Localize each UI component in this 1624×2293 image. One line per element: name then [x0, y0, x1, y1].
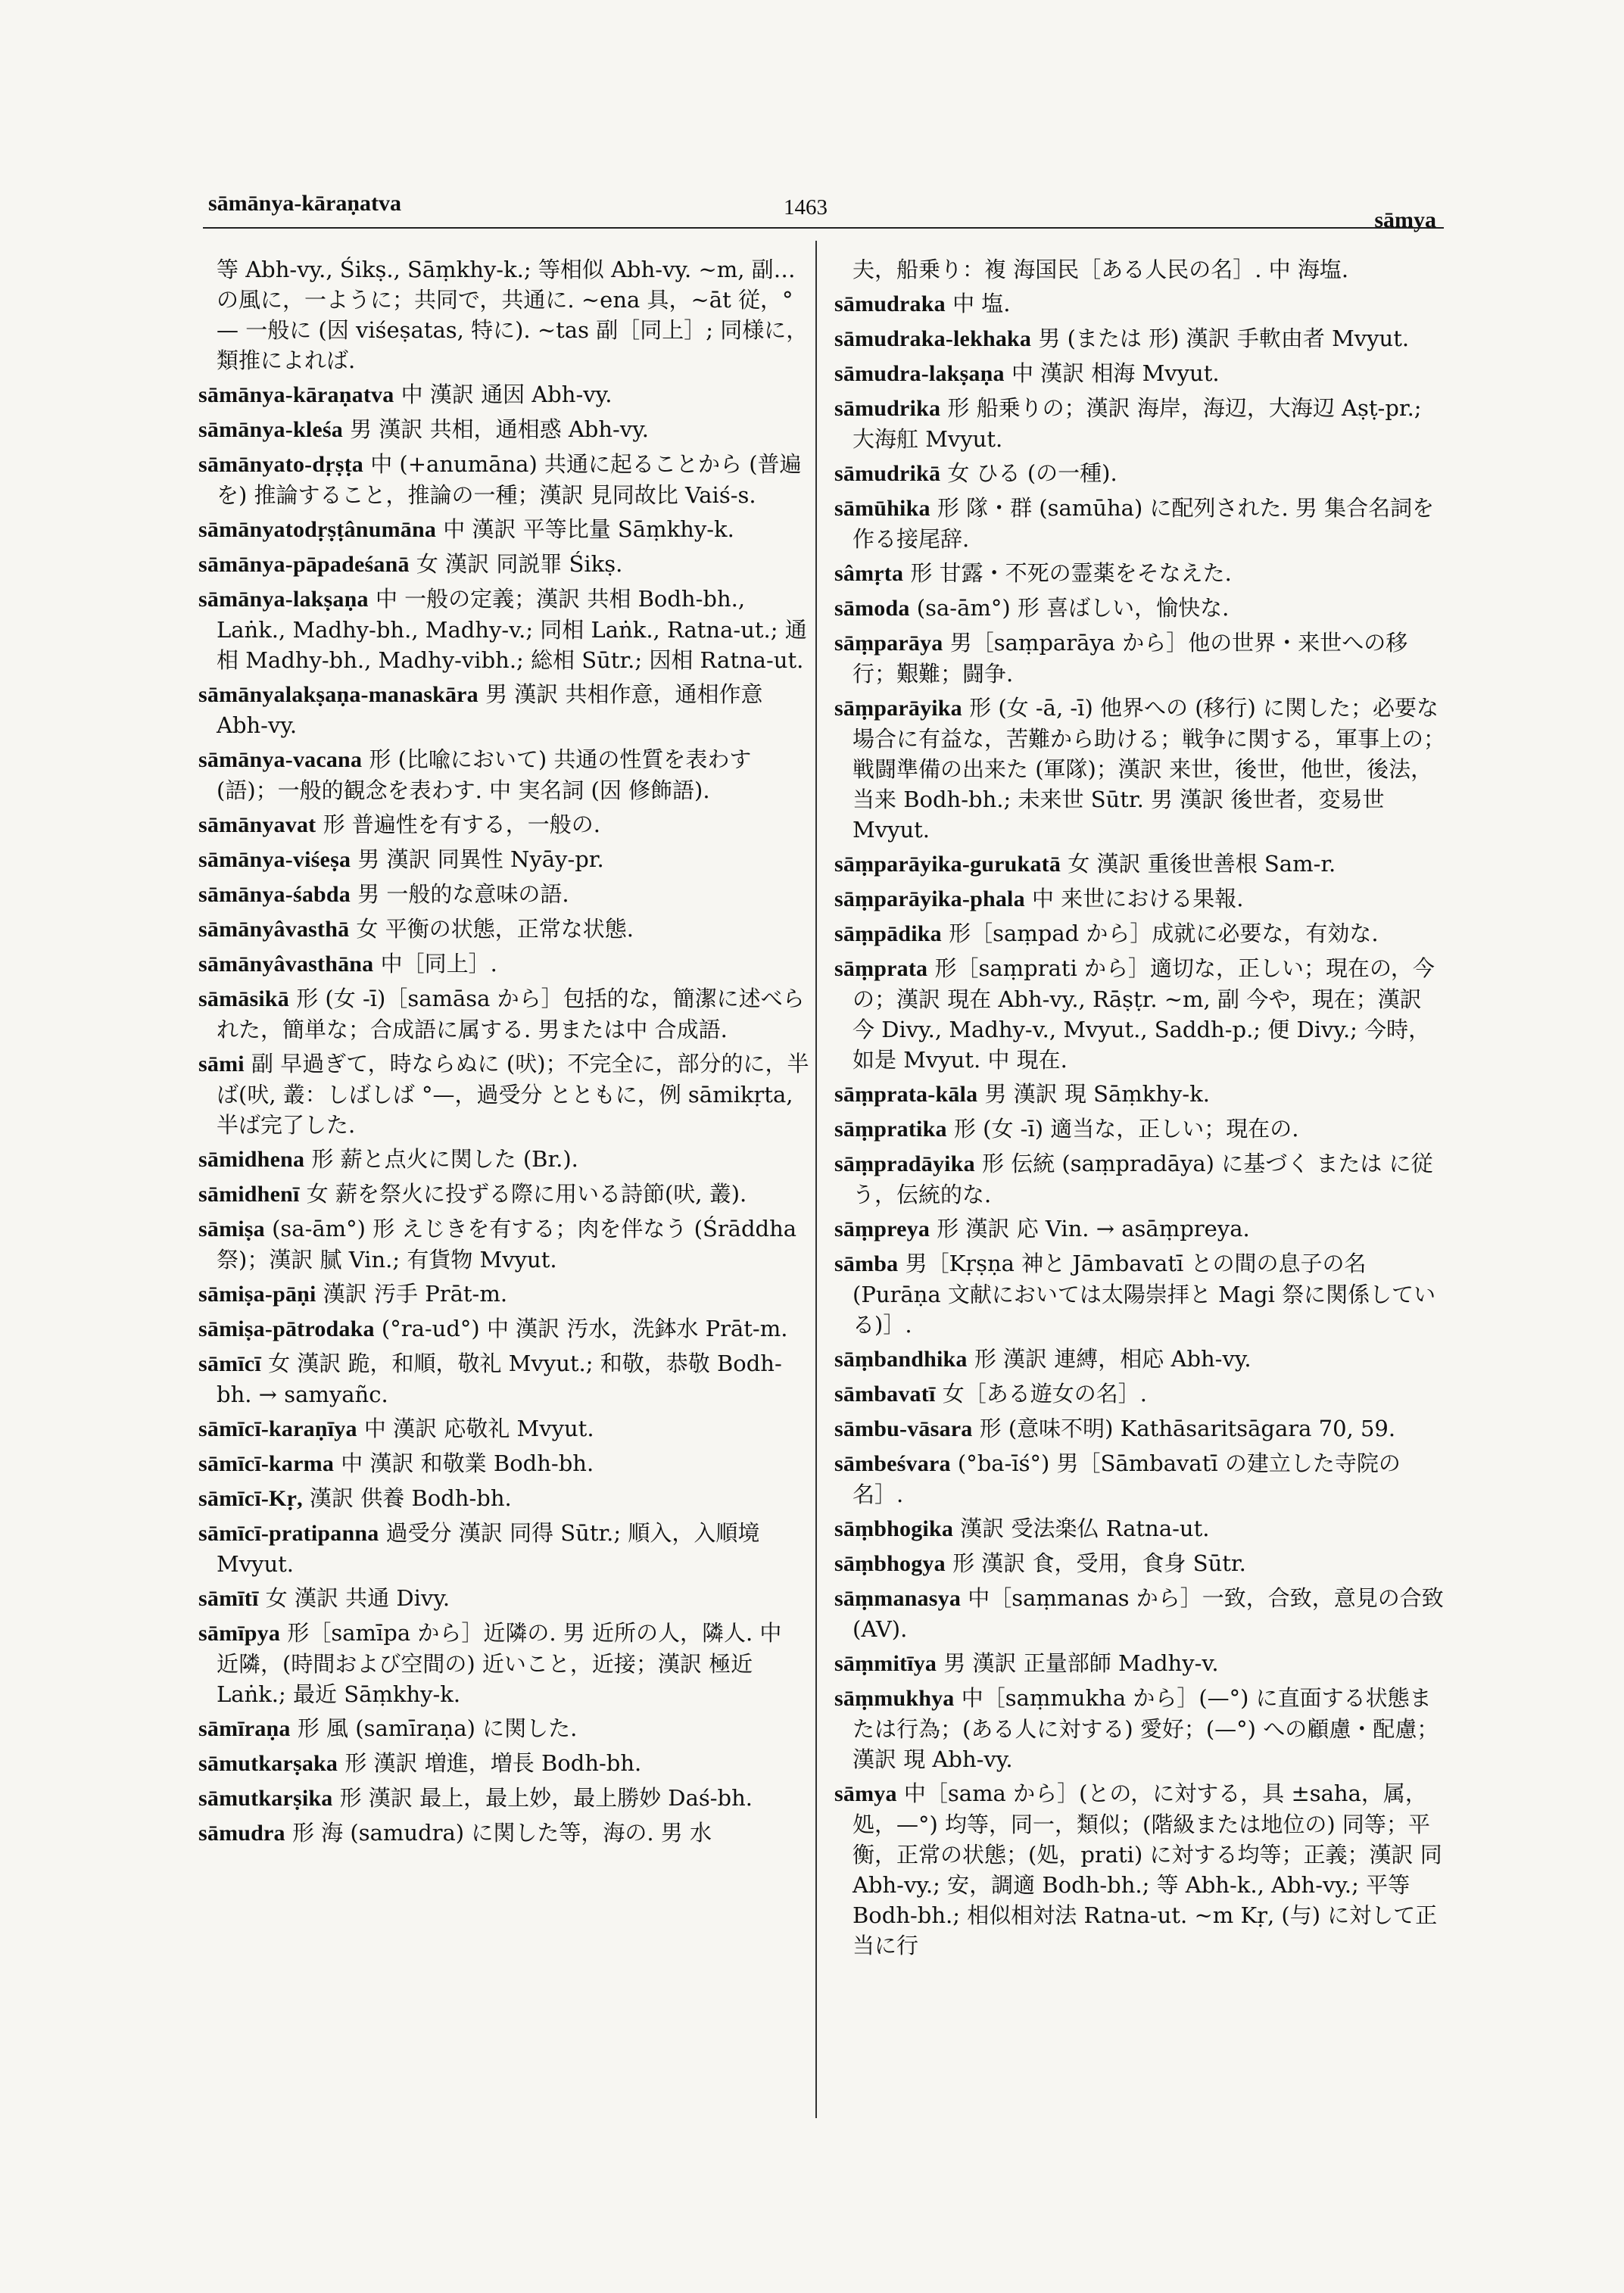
entry-headword: sāmba: [834, 1251, 899, 1276]
entry-headword: sāṃprata-kāla: [834, 1082, 978, 1107]
dictionary-entry: [834, 1778, 1449, 1961]
entry-definition: 女 漢訳 共通 Divy.: [265, 1585, 450, 1611]
entry-headword: sāṃmitīya: [834, 1651, 937, 1676]
dictionary-entry: [198, 1213, 810, 1275]
dictionary-entry: [198, 1413, 810, 1444]
dictionary-entry: [834, 1079, 1449, 1110]
entry-definition: 形 漢訳 連縛，相応 Abh-vy.: [974, 1346, 1252, 1372]
running-head-left: sāmānya-kāraṇatva: [208, 191, 402, 216]
entry-headword: sāṃprata: [834, 956, 928, 981]
entry-headword: sāmānyatodṛṣṭânumāna: [198, 517, 437, 542]
entry-headword: sāmiṣa-pātrodaka: [198, 1316, 375, 1341]
entry-definition: 漢訳 汚手 Prāt-m.: [323, 1281, 508, 1307]
entry-definition: 形 (女 -ī) 適当な，正しい；現在の.: [953, 1116, 1299, 1142]
entry-headword: sāmoda: [834, 596, 910, 621]
entry-headword: sāṃparāyika-phala: [834, 886, 1025, 911]
entry-headword: sāṃparāya: [834, 631, 943, 656]
entry-definition: 男 漢訳 共相，通相惑 Abh-vy.: [350, 416, 649, 442]
entry-headword: sāmudraka-lekhaka: [834, 326, 1032, 351]
entry-definition: 形 海 (samudra) に関した等，海の. 男 水: [291, 1820, 712, 1846]
dictionary-entry: [198, 1783, 810, 1814]
entry-definition: 中 一般の定義；漢訳 共相 Bodh-bh., Laṅk., Madhy-bh., Madhy-v.; 同相 Laṅk., Ratna-ut.; 通相 Madhy-bh., Madhy-vibh.; 総相 Sūtr.; 因相 Ratna-ut.: [217, 586, 807, 673]
entry-headword: sāṃpratika: [834, 1117, 947, 1142]
entry-definition: 中［同上］.: [380, 951, 497, 977]
entry-definition: 中 漢訳 和敬業 Bodh-bh.: [341, 1450, 594, 1476]
entry-headword: sāmiṣa: [198, 1217, 265, 1242]
entry-definition: 男 一般的な意味の語.: [357, 881, 569, 907]
entry-headword: sāmītī: [198, 1586, 259, 1611]
entry-headword: sāmbavatī: [834, 1382, 936, 1407]
entry-definition: 漢訳 供養 Bodh-bh.: [310, 1485, 512, 1511]
entry-headword: sāmudra: [198, 1821, 285, 1846]
dictionary-entry: [198, 983, 810, 1045]
entry-definition: 女 平衡の状態，正常な状態.: [356, 916, 634, 942]
entry-headword: sāmīcī: [198, 1351, 261, 1376]
entry-definition: 中［saṃmanas から］一致，合致，意見の合致 (AV).: [853, 1585, 1444, 1642]
entry-definition: 形 伝統 (saṃpradāya) に基づく または に従う，伝統的な.: [853, 1151, 1433, 1207]
entry-headword: sāṃpradāyika: [834, 1151, 975, 1176]
entry-definition: (sa-ām°) 形 えじきを有する；肉を伴なう (Śrāddha 祭)；漢訳 腻 Vin.; 有貨物 Mvyut.: [217, 1216, 797, 1273]
left-column: [198, 254, 810, 1852]
dictionary-entry: [834, 1379, 1449, 1410]
entry-headword: sāṃparāyika: [834, 696, 962, 721]
entry-definition: 女［ある遊女の名］.: [942, 1381, 1147, 1407]
entry-headword: sāmīcī-pratipanna: [198, 1521, 379, 1546]
dictionary-entry: [834, 254, 1449, 285]
dictionary-entry: [834, 1413, 1449, 1444]
entry-headword: sāmānya-śabda: [198, 882, 351, 907]
entry-definition: 形 漢訳 応 Vin. → asāṃpreya.: [937, 1216, 1250, 1242]
entry-definition: 形［samīpa から］近隣の. 男 近所の人，隣人. 中 近隣，(時間および空間の) 近いこと，近接；漢訳 極近 Laṅk.; 最近 Sāṃkhy-k.: [217, 1620, 782, 1707]
entry-headword: sāmudraka: [834, 291, 946, 316]
entry-definition: 男［Kṛṣṇa 神と Jāmbavatī との間の息子の名 (Purāṇa 文献においては太陽崇拝と Magi 祭に関係している)］.: [853, 1251, 1436, 1338]
dictionary-entry: [834, 1513, 1449, 1544]
right-column: [834, 254, 1449, 1964]
entry-definition: 形 漢訳 増進，増長 Bodh-bh.: [344, 1750, 642, 1776]
running-head-right: sāmya: [1374, 207, 1436, 232]
entry-headword: sāmānyâvasthāna: [198, 952, 374, 977]
dictionary-entry: [198, 1713, 810, 1744]
entry-headword: sāmīcī-karma: [198, 1451, 335, 1476]
entry-headword: sāṃpreya: [834, 1217, 930, 1242]
dictionary-entry: [834, 918, 1449, 949]
entry-headword: sāmudrika: [834, 396, 941, 421]
entry-headword: sāmudra-lakṣaṇa: [834, 361, 1005, 386]
entry-definition: 形 漢訳 食，受用，食身 Sūtr.: [952, 1550, 1246, 1576]
entry-headword: sāmbeśvara: [834, 1451, 951, 1476]
entry-definition: (sa-ām°) 形 喜ばしい，愉快な.: [916, 595, 1230, 621]
dictionary-entry: [834, 358, 1449, 389]
dictionary-entry: [834, 1344, 1449, 1375]
entry-definition: 男 漢訳 同異性 Nyāy-pr.: [357, 846, 604, 872]
entry-definition: 女 漢訳 同説罪 Śikṣ.: [416, 551, 623, 577]
dictionary-entry: [834, 1548, 1449, 1579]
entry-definition: 中 来世における果報.: [1032, 886, 1244, 911]
entry-headword: sāmi: [198, 1051, 245, 1076]
entry-definition: 形 風 (samīraṇa) に関した.: [297, 1715, 578, 1741]
entry-definition: 形 (意味不明) Kathāsaritsāgara 70, 59.: [979, 1416, 1396, 1441]
entry-definition: 中［saṃmukha から］(—°) に直面する状態または行為；(ある人に対する) 愛好；(—°) への顧慮・配慮；漢訳 現 Abh-vy.: [853, 1685, 1439, 1772]
entry-headword: sāmūhika: [834, 496, 930, 521]
dictionary-entry: [834, 1583, 1449, 1644]
entry-headword: sāmānya-kleśa: [198, 417, 343, 442]
entry-headword: sāṃbhogika: [834, 1516, 954, 1541]
entry-headword: sāmīcī-Kṛ,: [198, 1486, 303, 1511]
entry-definition: 男 漢訳 共相作意，通相作意 Abh-vy.: [217, 681, 763, 738]
dictionary-entry: [198, 1179, 810, 1210]
entry-definition: 女 漢訳 跪，和順，敬礼 Mvyut.; 和敬，恭敬 Bodh-bh. → samyañc.: [217, 1351, 782, 1407]
dictionary-entry: [834, 883, 1449, 914]
entry-definition: 形 隊・群 (samūha) に配列された. 男 集合名詞を作る接尾辞.: [853, 495, 1435, 552]
page-number: 1463: [784, 195, 828, 220]
dictionary-entry: [198, 949, 810, 980]
entry-headword: sāmānya-vacana: [198, 747, 363, 772]
entry-headword: sāmānya-kāraṇatva: [198, 382, 394, 407]
entry-definition: 女 薪を祭火に投ずる際に用いる詩節(吠, 叢).: [306, 1181, 747, 1207]
entry-definition: 漢訳 受法楽仏 Ratna-ut.: [960, 1516, 1210, 1541]
entry-headword: sâmṛta: [834, 561, 904, 586]
dictionary-entry: [198, 914, 810, 945]
entry-definition: 等 Abh-vy., Śikṣ., Sāṃkhy-k.; 等相似 Abh-vy. ~m, 副…の風に，一ように；共同で，共通に. ~ena 具，~āt 従，°— 一般に (因 viśeṣatas, 特に). ~tas 副［同上］; 同様に，類推によれば.: [217, 257, 809, 373]
entry-headword: sāmānya-lakṣaṇa: [198, 587, 369, 612]
dictionary-entry: [198, 1818, 810, 1849]
entry-headword: sāmānya-viśeṣa: [198, 847, 351, 872]
entry-headword: sāmīpya: [198, 1621, 281, 1646]
entry-definition: 形 甘露・不死の霊薬をそなえた.: [910, 560, 1232, 586]
dictionary-entry: [198, 1048, 810, 1140]
entry-headword: sāmānyavat: [198, 812, 316, 837]
dictionary-entry: [834, 558, 1449, 589]
entry-definition: 中［sama から］(との，に対する，具 ±saha，属，処，—°) 均等，同一，類似；(階級または地位の) 同等；平衡，正常の状態；(処，prati) に対する均等；正義；漢訳 同 Abh-vy.; 安，調適 Bodh-bh.; 等 Abh-k., Abh-vy.; 平等 Bodh-bh.; 相似相対法 Ratna-ut. ~m Kṛ, (与) に対して正当に行: [853, 1781, 1442, 1958]
dictionary-entry: [198, 1618, 810, 1709]
entry-headword: sāmidhena: [198, 1147, 305, 1172]
entry-definition: 形 普遍性を有する，一般の.: [323, 812, 600, 837]
entry-definition: 女 漢訳 重後世善根 Sam-r.: [1068, 851, 1336, 877]
entry-definition: 中 漢訳 通因 Abh-vy.: [401, 382, 613, 407]
dictionary-entry: [198, 809, 810, 840]
dictionary-entry: [198, 879, 810, 910]
entry-headword: sāṃmanasya: [834, 1586, 962, 1611]
entry-definition: 中 (+anumāna) 共通に起ることから (普遍を) 推論すること，推論の一種；漢訳 見同故比 Vaiś-s.: [217, 451, 802, 508]
dictionary-entry: [198, 1748, 810, 1779]
entry-headword: sāmiṣa-pāṇi: [198, 1282, 316, 1307]
dictionary-entry: [198, 449, 810, 510]
dictionary-entry: [198, 1144, 810, 1175]
dictionary-entry: [198, 1313, 810, 1344]
entry-headword: sāmānya-pāpadeśanā: [198, 552, 410, 577]
dictionary-entry: [834, 1213, 1449, 1245]
dictionary-entry: [198, 744, 810, 805]
dictionary-entry: [834, 393, 1449, 454]
entry-definition: 形 (女 -ī)［samāsa から］包括的な，簡潔に述べられた，簡単な；合成語に属する. 男または中 合成語.: [217, 986, 805, 1042]
entry-headword: sāmudrikā: [834, 461, 941, 486]
dictionary-entry: [834, 628, 1449, 689]
entry-definition: 中 漢訳 相海 Mvyut.: [1011, 360, 1220, 386]
dictionary-entry: [198, 1583, 810, 1614]
dictionary-entry: [198, 1483, 810, 1514]
dictionary-entry: [834, 953, 1449, 1075]
dictionary-entry: [198, 1448, 810, 1479]
dictionary-entry: [198, 679, 810, 740]
entry-definition: (°ba-īś°) 男［Sāmbavatī の建立した寺院の名］.: [853, 1450, 1401, 1507]
entry-definition: 形 船乗りの；漢訳 海岸，海辺，大海辺 Aṣṭ-pr.; 大海舡 Mvyut.: [853, 395, 1422, 452]
dictionary-entry: [834, 849, 1449, 880]
header-rule: [203, 227, 1444, 229]
entry-headword: sāmbu-vāsara: [834, 1416, 973, 1441]
entry-headword: sāmya: [834, 1781, 897, 1806]
entry-headword: sāmānyato-dṛṣṭa: [198, 452, 363, 477]
entry-definition: 副 早過ぎて，時ならぬに (吠)；不完全に，部分的に，半ば(吠, 叢：しばしば °—，過受分 とともに，例 sāmikṛta, 半ば完了した.: [217, 1051, 809, 1138]
dictionary-entry: [198, 584, 810, 675]
entry-headword: sāmīraṇa: [198, 1716, 291, 1741]
entry-headword: sāmidhenī: [198, 1182, 300, 1207]
dictionary-entry: [198, 514, 810, 545]
dictionary-entry: [834, 1114, 1449, 1145]
entry-definition: (°ra-ud°) 中 漢訳 汚水，洗鉢水 Prāt-m.: [381, 1316, 788, 1341]
dictionary-entry: [834, 323, 1449, 354]
entry-headword: sāmutkarṣaka: [198, 1751, 338, 1776]
dictionary-entry: [834, 493, 1449, 554]
dictionary-entry: [198, 549, 810, 580]
entry-headword: sāṃbandhika: [834, 1347, 968, 1372]
entry-headword: sāṃmukhya: [834, 1686, 955, 1711]
dictionary-entry: [834, 1148, 1449, 1210]
entry-headword: sāmāsikā: [198, 986, 289, 1011]
dictionary-entry: [834, 1683, 1449, 1774]
entry-definition: 中 塩.: [952, 291, 1011, 316]
dictionary-entry: [834, 593, 1449, 624]
dictionary-entry: [834, 288, 1449, 319]
entry-definition: 男［saṃparāya から］他の世界・来世への移行；艱難；闘争.: [853, 630, 1408, 687]
dictionary-entry: [834, 1448, 1449, 1509]
entry-definition: 形 薪と点火に関した (Br.).: [311, 1146, 578, 1172]
dictionary-entry: [198, 1518, 810, 1579]
entry-definition: 過受分 漢訳 同得 Sūtr.; 順入，入順境 Mvyut.: [217, 1520, 760, 1577]
entry-definition: 男 (または 形) 漢訳 手軟由者 Mvyut.: [1038, 326, 1410, 351]
dictionary-entry: [834, 1648, 1449, 1679]
entry-definition: 女 ひる (の一種).: [947, 460, 1117, 486]
entry-headword: sāmutkarṣika: [198, 1786, 333, 1811]
entry-definition: 形［saṃprati から］適切な，正しい；現在の，今の；漢訳 現在 Abh-vy., Rāṣṭr. ~m, 副 今や，現在；漢訳 今 Divy., Madhy-v., Mvyut., Saddh-p.; 便 Divy.; 今時，如是 Mvyut. 中 現在.: [853, 955, 1435, 1073]
dictionary-entry: [198, 414, 810, 445]
entry-headword: sāmānyâvasthā: [198, 917, 350, 942]
entry-headword: sāṃparāyika-gurukatā: [834, 852, 1061, 877]
entry-definition: 男 漢訳 正量部師 Madhy-v.: [943, 1650, 1219, 1676]
entry-definition: 夫，船乗り：複 海国民［ある人民の名］. 中 海塩.: [853, 257, 1349, 282]
entry-definition: 中 漢訳 平等比量 Sāṃkhy-k.: [443, 516, 734, 542]
dictionary-entry: [834, 693, 1449, 845]
dictionary-entry: [198, 1279, 810, 1310]
column-divider: [815, 241, 817, 2118]
entry-definition: 中 漢訳 応敬礼 Mvyut.: [363, 1416, 594, 1441]
entry-definition: 形 (女 -ā, -ī) 他界への (移行) に関した；必要な場合に有益な，苦難から助ける；戦争に関する，軍事上の；戦闘準備の出来た (軍隊)；漢訳 来世，後世，他世，後法，当来 Bodh-bh.; 未来世 Sūtr. 男 漢訳 後世者，変易世 Mvyut.: [853, 695, 1446, 843]
entry-definition: 形 (比喩において) 共通の性質を表わす(語)；一般的観念を表わす. 中 実名詞 (因 修飾語).: [217, 746, 752, 803]
dictionary-entry: [198, 379, 810, 410]
entry-headword: sāmīcī-karaṇīya: [198, 1416, 357, 1441]
entry-headword: sāmānyalakṣaṇa-manaskāra: [198, 682, 478, 707]
dictionary-entry: [198, 1348, 810, 1410]
dictionary-entry: [198, 844, 810, 875]
entry-definition: 形 漢訳 最上，最上妙，最上勝妙 Daś-bh.: [339, 1785, 753, 1811]
entry-headword: sāṃpādika: [834, 921, 942, 946]
entry-definition: 形［saṃpad から］成就に必要な，有効な.: [949, 921, 1379, 946]
dictionary-entry: [834, 1248, 1449, 1340]
dictionary-entry: [198, 254, 810, 375]
dictionary-entry: [834, 458, 1449, 489]
entry-definition: 男 漢訳 現 Sāṃkhy-k.: [984, 1081, 1211, 1107]
entry-headword: sāṃbhogya: [834, 1551, 946, 1576]
